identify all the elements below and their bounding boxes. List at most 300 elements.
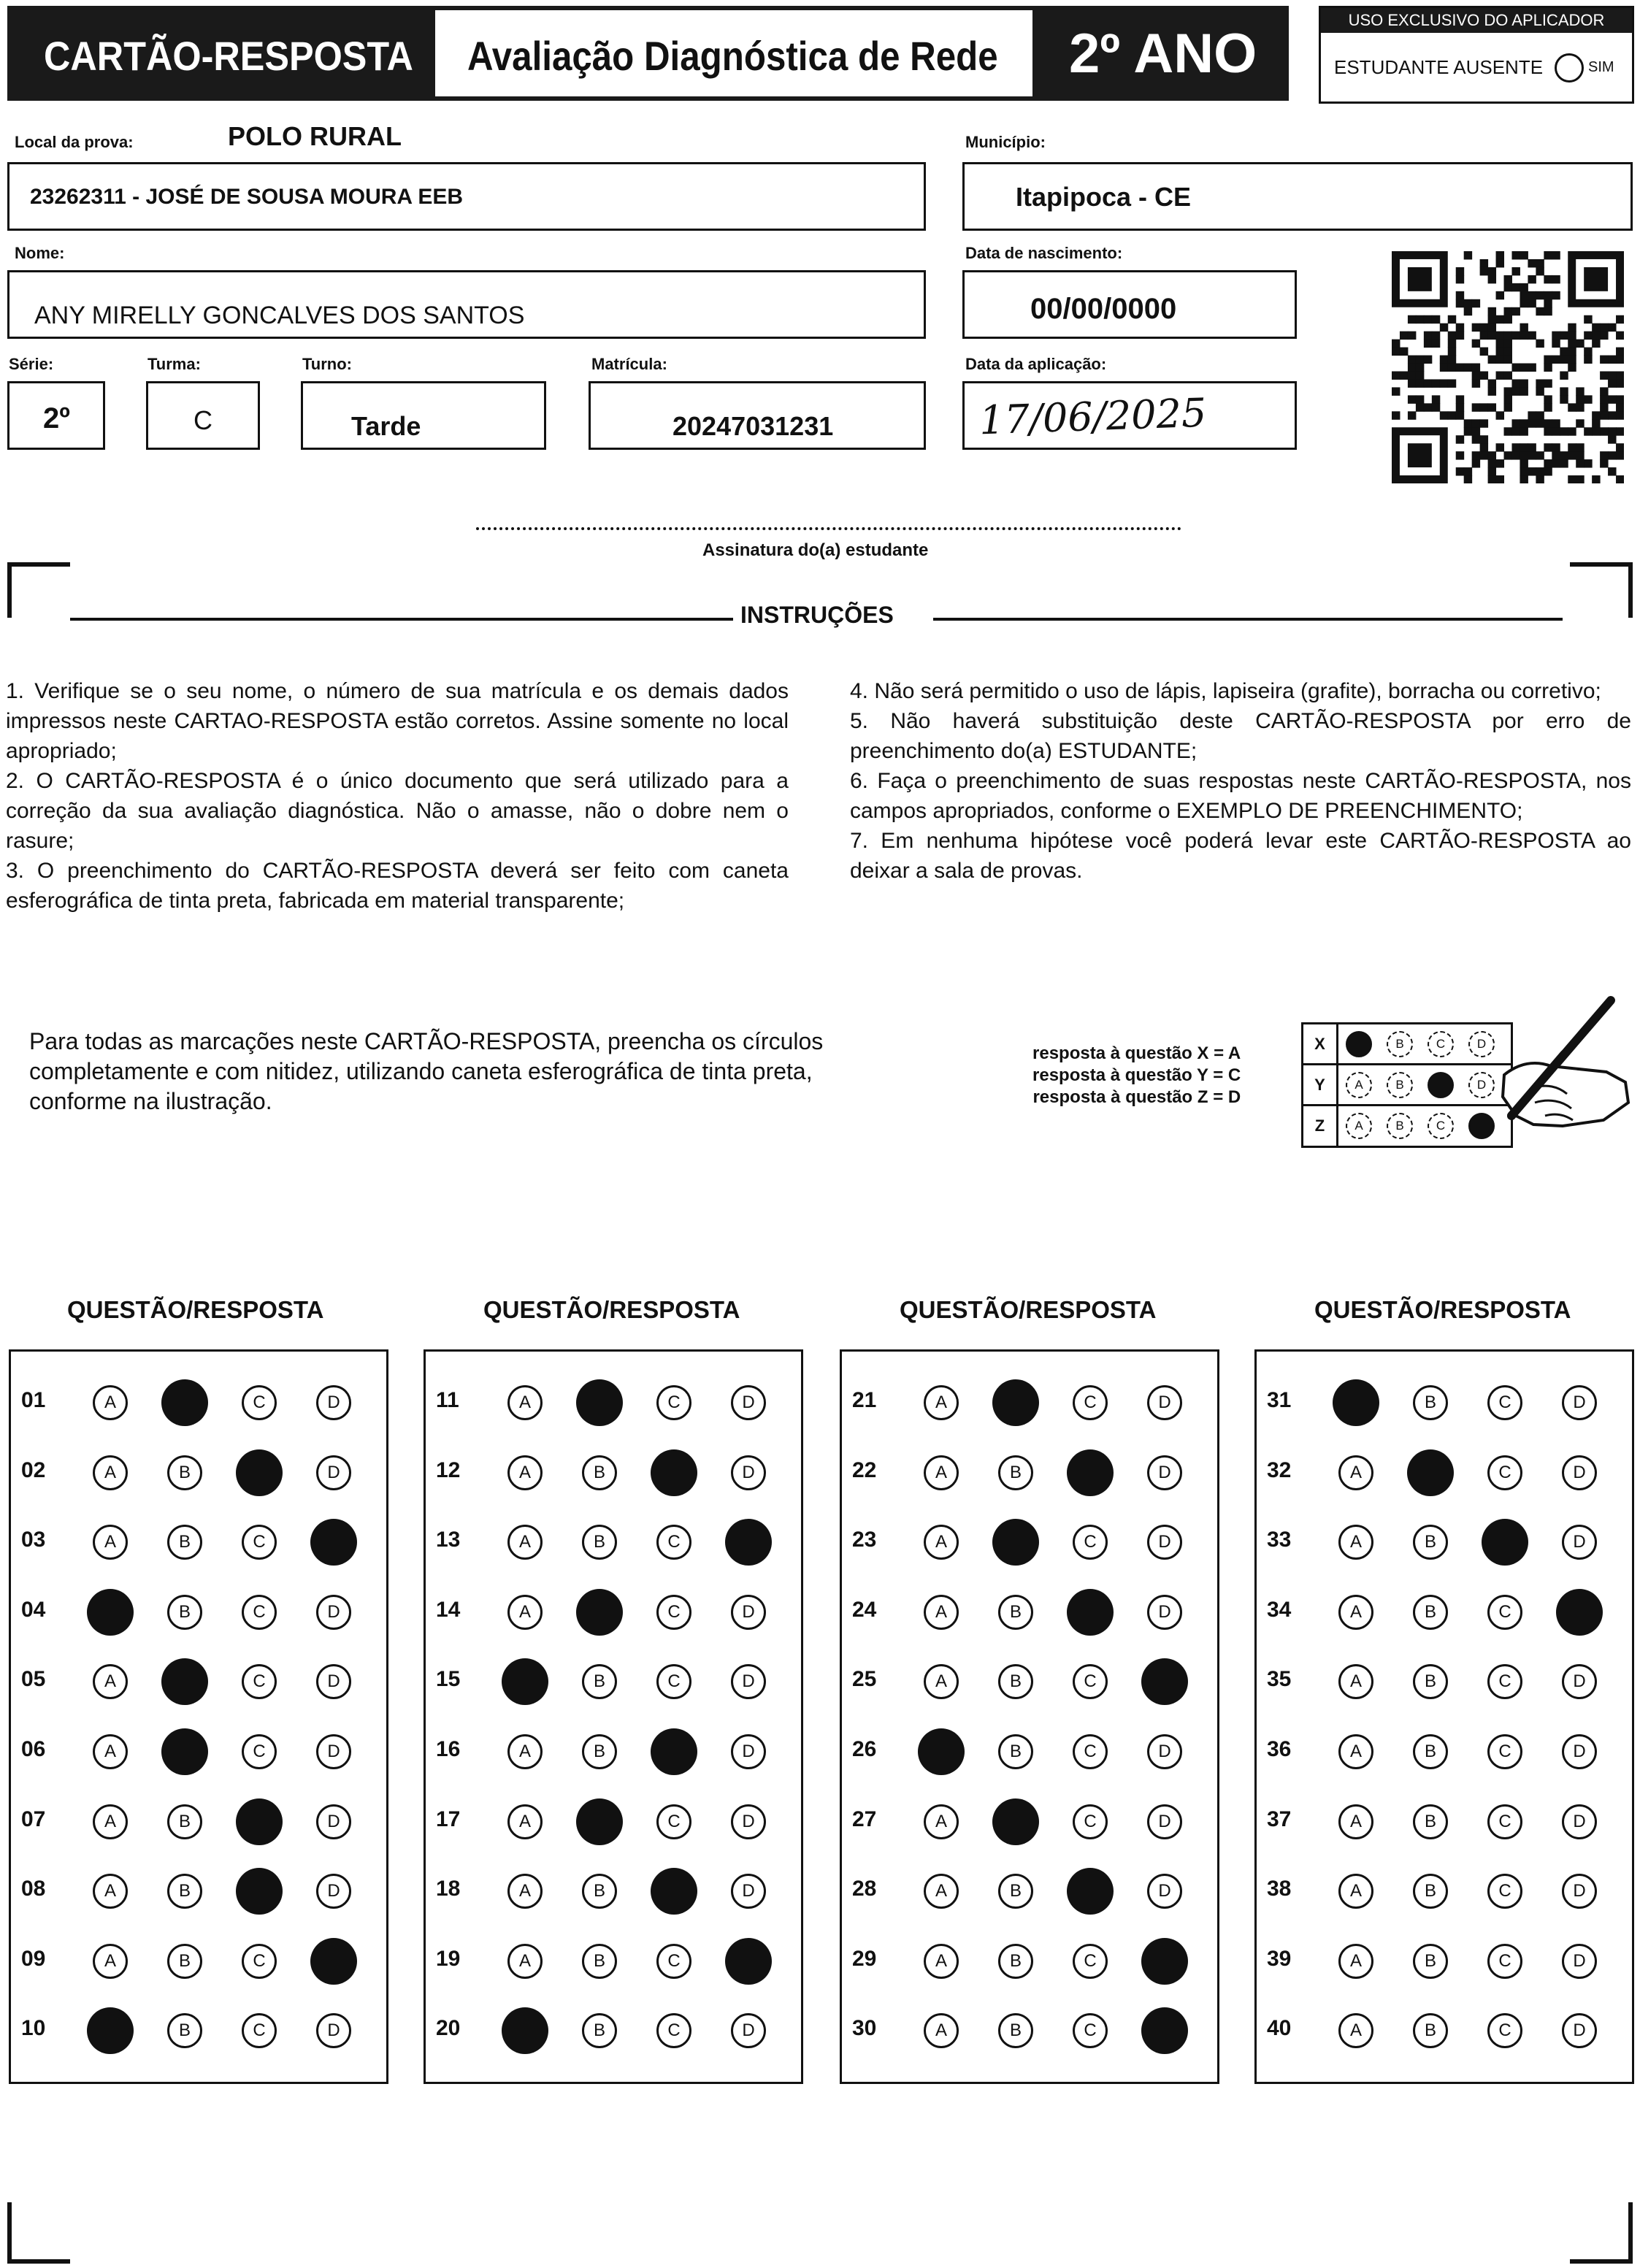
header-subtitle: Avaliação Diagnóstica de Rede [467,33,998,79]
answer-bubble-b[interactable]: B [167,1804,202,1839]
answer-bubble-a[interactable] [87,2007,134,2054]
answer-bubble-b[interactable]: B [167,1874,202,1909]
answer-bubble-b[interactable]: B [1413,1734,1448,1769]
answer-bubble-d[interactable]: D [1147,1595,1182,1630]
answer-bubble-b[interactable]: B [167,1455,202,1490]
question-row [11,1798,386,1842]
question-row [1257,2007,1632,2051]
answer-bubble-d[interactable]: D [316,1874,351,1909]
answer-bubble-a[interactable]: A [93,1664,128,1699]
answer-bubble-c[interactable] [651,1868,697,1915]
question-row [842,1449,1217,1493]
answer-bubble-c[interactable]: C [1073,1734,1108,1769]
example-bubble-d: D [1468,1031,1495,1057]
instruction-item: 7. Em nenhuma hipótese você poderá levar este CARTÃO-RESPOSTA ao deixar a sala de provas. [850,829,1631,883]
answer-bubble-a[interactable]: A [924,1595,959,1630]
matricula-value: 20247031231 [673,411,834,441]
question-number: 20 [436,2016,461,2041]
question-number: 22 [852,1457,877,1482]
answer-bubble-b[interactable] [161,1658,208,1705]
example-bubble-c: C [1428,1113,1454,1139]
answer-bubble-a[interactable]: A [924,1874,959,1909]
aplicacao-label: Data da aplicação: [965,355,1107,373]
answer-bubble-b[interactable] [1407,1449,1454,1496]
answer-bubble-d[interactable] [1556,1589,1603,1636]
answer-bubble-a[interactable]: A [1338,1664,1373,1699]
answer-bubble-d[interactable] [310,1519,357,1566]
answer-bubble-b[interactable]: B [167,1595,202,1630]
answer-bubble-b[interactable]: B [582,1664,617,1699]
answer-bubble-a[interactable]: A [924,1455,959,1490]
answer-bubble-a[interactable]: A [507,1944,543,1979]
question-number: 08 [21,1877,46,1901]
question-number: 19 [436,1946,461,1971]
example-question-label: Z [1303,1106,1338,1147]
answer-bubble-c[interactable]: C [1487,1734,1522,1769]
corner-mark [7,562,12,618]
answer-bubble-a[interactable]: A [1338,1734,1373,1769]
turno-label: Turno: [302,355,353,373]
question-number: 40 [1267,2016,1292,2041]
question-row [426,1938,801,1982]
question-row [11,1379,386,1423]
answer-bubble-d[interactable]: D [1147,1804,1182,1839]
example-bubble-b: B [1387,1113,1413,1139]
question-row [1257,1798,1632,1842]
answer-bubble-d[interactable]: D [1562,1455,1597,1490]
nascimento-label: Data de nascimento: [965,244,1123,262]
answer-bubble-d[interactable]: D [731,1804,766,1839]
question-row [11,1589,386,1633]
question-row [1257,1938,1632,1982]
question-row [426,1379,801,1423]
example-bubble-b: B [1387,1072,1413,1098]
answer-bubble-b[interactable]: B [582,1734,617,1769]
answer-bubble-a[interactable]: A [507,1804,543,1839]
answer-bubble-c[interactable]: C [242,1664,277,1699]
answer-bubble-c[interactable] [236,1449,283,1496]
question-number: 32 [1267,1457,1292,1482]
answer-bubble-b[interactable]: B [1413,1804,1448,1839]
answer-bubble-b[interactable]: B [1413,1944,1448,1979]
answer-bubble-a[interactable]: A [1338,2013,1373,2048]
column-header: QUESTÃO/RESPOSTA [900,1296,1157,1323]
answer-bubble-a[interactable]: A [507,1595,543,1630]
instruction-item: 6. Faça o preenchimento de suas respostas neste CARTÃO-RESPOSTA, nos campos apropriados, conforme o EXEMPLO DE PREENCHIMENTO; [850,769,1631,823]
answer-bubble-a[interactable]: A [93,1734,128,1769]
qr-code [1392,251,1624,483]
answer-bubble-b[interactable]: B [167,1944,202,1979]
question-number: 29 [852,1946,877,1971]
answer-column [1254,1349,1634,2084]
question-row [426,1589,801,1633]
answer-bubble-c[interactable]: C [242,1944,277,1979]
question-number: 38 [1267,1877,1292,1901]
answer-bubble-b[interactable]: B [998,1455,1033,1490]
answer-bubble-c[interactable] [1067,1589,1114,1636]
answer-bubble-d[interactable]: D [316,1455,351,1490]
answer-bubble-b[interactable]: B [167,2013,202,2048]
answer-bubble-d[interactable]: D [1562,1525,1597,1560]
example-bubble-b: B [1387,1031,1413,1057]
answer-bubble-b[interactable]: B [1413,1595,1448,1630]
question-number: 21 [852,1388,877,1412]
answer-bubble-d[interactable]: D [731,1874,766,1909]
answer-bubble-d[interactable]: D [1147,1734,1182,1769]
answer-bubble-c[interactable]: C [1073,2013,1108,2048]
answer-bubble-a[interactable]: A [1338,1455,1373,1490]
question-row [11,2007,386,2051]
question-number: 04 [21,1597,46,1622]
question-row [11,1519,386,1563]
answer-bubble-b[interactable] [576,1798,623,1845]
answer-bubble-a[interactable]: A [924,1664,959,1699]
answer-bubble-a[interactable]: A [93,1944,128,1979]
answer-bubble-c[interactable]: C [1487,1595,1522,1630]
answer-bubble-b[interactable] [992,1379,1039,1426]
corner-mark [1628,562,1633,618]
answer-bubble-a[interactable]: A [507,1874,543,1909]
answer-bubble-a[interactable]: A [924,1804,959,1839]
answer-bubble-d[interactable]: D [731,1664,766,1699]
absent-label: ESTUDANTE AUSENTE [1334,56,1544,78]
answer-bubble-c[interactable]: C [242,2013,277,2048]
answer-bubble-c[interactable]: C [242,1595,277,1630]
header-title-block [7,6,431,101]
nome-field [7,270,926,339]
signature-label: Assinatura do(a) estudante [702,540,929,560]
answer-bubble-c[interactable] [1482,1519,1528,1566]
answer-bubble-d[interactable]: D [1562,1664,1597,1699]
answer-bubble-b[interactable]: B [1413,1385,1448,1420]
answer-bubble-d[interactable] [725,1938,772,1985]
school-field [7,162,926,231]
answer-bubble-c[interactable] [236,1868,283,1915]
answer-bubble-a[interactable]: A [1338,1944,1373,1979]
answer-bubble-c[interactable]: C [656,1804,691,1839]
answer-bubble-b[interactable]: B [998,1874,1033,1909]
answer-bubble-b[interactable]: B [998,1664,1033,1699]
absent-checkbox[interactable] [1555,53,1584,83]
example-legend-x: resposta à questão X = A [1032,1043,1241,1063]
nascimento-field [962,270,1297,339]
answer-bubble-d[interactable] [310,1938,357,1985]
question-number: 02 [21,1457,46,1482]
answer-bubble-d[interactable]: D [1562,2013,1597,2048]
question-number: 14 [436,1597,461,1622]
answer-bubble-c[interactable]: C [242,1734,277,1769]
question-row [426,1449,801,1493]
question-row [11,1658,386,1702]
answer-bubble-c[interactable] [236,1798,283,1845]
answer-bubble-b[interactable]: B [582,1944,617,1979]
answer-bubble-a[interactable] [1333,1379,1379,1426]
column-header: QUESTÃO/RESPOSTA [1314,1296,1571,1323]
answer-bubble-d[interactable]: D [731,1455,766,1490]
example-legend-z: resposta à questão Z = D [1032,1087,1241,1107]
question-number: 09 [21,1946,46,1971]
header-grade-block [1037,6,1289,101]
answer-bubble-c[interactable]: C [1487,1944,1522,1979]
answer-bubble-b[interactable] [992,1798,1039,1845]
question-row [11,1728,386,1772]
answer-bubble-c[interactable]: C [656,1525,691,1560]
answer-bubble-d[interactable]: D [316,1664,351,1699]
answer-bubble-b[interactable]: B [1413,1874,1448,1909]
answer-bubble-b[interactable] [992,1519,1039,1566]
answer-bubble-a[interactable]: A [507,1525,543,1560]
answer-bubble-b[interactable] [161,1728,208,1775]
answer-bubble-b[interactable]: B [998,1944,1033,1979]
answer-bubble-a[interactable]: A [507,1385,543,1420]
question-number: 10 [21,2016,46,2041]
column-header: QUESTÃO/RESPOSTA [483,1296,740,1323]
answer-bubble-d[interactable]: D [1147,1525,1182,1560]
answer-bubble-a[interactable] [918,1728,965,1775]
answer-bubble-d[interactable]: D [316,1385,351,1420]
question-number: 31 [1267,1388,1292,1412]
question-number: 18 [436,1877,461,1901]
header-title: CARTÃO-RESPOSTA [44,33,413,79]
answer-bubble-a[interactable]: A [93,1455,128,1490]
answer-bubble-b[interactable]: B [582,2013,617,2048]
applicator-label: USO EXCLUSIVO DO APLICADOR [1321,8,1632,33]
answer-bubble-a[interactable]: A [93,1804,128,1839]
question-row [426,1728,801,1772]
question-number: 15 [436,1667,461,1692]
question-number: 39 [1267,1946,1292,1971]
municipio-field [962,162,1633,231]
corner-mark [1628,2202,1633,2264]
answer-bubble-c[interactable]: C [1487,1385,1522,1420]
answer-bubble-d[interactable]: D [316,2013,351,2048]
instruction-item: 5. Não haverá substituição deste CARTÃO-RESPOSTA por erro de preenchimento do(a) ESTUDANTE; [850,709,1631,763]
question-number: 07 [21,1807,46,1831]
instructions-rule-right [933,618,1563,621]
corner-mark [7,2259,70,2264]
turno-value: Tarde [351,411,421,441]
local-label: Local da prova: [15,133,134,151]
answer-bubble-a[interactable] [502,2007,548,2054]
instructions-right [850,676,1631,886]
answer-bubble-a[interactable]: A [1338,1874,1373,1909]
answer-bubble-d[interactable]: D [316,1595,351,1630]
local-value: POLO RURAL [228,121,402,151]
question-row [426,2007,801,2051]
answer-bubble-a[interactable]: A [924,1525,959,1560]
question-row [842,1728,1217,1772]
turno-field [301,381,546,450]
answer-bubble-c[interactable] [651,1728,697,1775]
answer-bubble-a[interactable]: A [1338,1595,1373,1630]
answer-bubble-c[interactable]: C [242,1525,277,1560]
answer-bubble-b[interactable]: B [582,1874,617,1909]
example-question-label: X [1303,1024,1338,1063]
answer-bubble-a[interactable]: A [507,1455,543,1490]
answer-bubble-d[interactable]: D [731,1595,766,1630]
question-row [842,1868,1217,1912]
answer-bubble-c[interactable]: C [1073,1944,1108,1979]
answer-bubble-b[interactable]: B [1413,1664,1448,1699]
serie-value: 2º [43,402,70,434]
answer-bubble-b[interactable]: B [582,1455,617,1490]
answer-bubble-d[interactable]: D [731,1385,766,1420]
turma-value: C [193,405,212,435]
answer-bubble-a[interactable]: A [93,1385,128,1420]
answer-bubble-b[interactable]: B [998,1734,1033,1769]
absent-option-label: SIM [1588,59,1614,75]
answer-bubble-d[interactable] [725,1519,772,1566]
answer-bubble-d[interactable]: D [1562,1944,1597,1979]
example-question-label: Y [1303,1065,1338,1104]
answer-bubble-d[interactable]: D [1147,1874,1182,1909]
question-number: 12 [436,1457,461,1482]
answer-bubble-a[interactable] [502,1658,548,1705]
answer-bubble-c[interactable]: C [656,1385,691,1420]
question-number: 30 [852,2016,877,2041]
answer-bubble-b[interactable]: B [582,1525,617,1560]
answer-bubble-c[interactable]: C [1073,1664,1108,1699]
corner-mark [1570,562,1633,567]
answer-bubble-d[interactable] [1141,1658,1188,1705]
answer-bubble-d[interactable]: D [1147,1455,1182,1490]
question-row [426,1798,801,1842]
answer-bubble-d[interactable]: D [1562,1385,1597,1420]
answer-column [840,1349,1219,2084]
question-row [426,1868,801,1912]
answer-bubble-b[interactable]: B [167,1525,202,1560]
answer-bubble-c[interactable]: C [1487,1455,1522,1490]
answer-bubble-a[interactable]: A [1338,1525,1373,1560]
example-row [1303,1024,1511,1065]
answer-bubble-d[interactable]: D [1562,1804,1597,1839]
hand-pen-icon [1482,993,1636,1139]
answer-bubble-b[interactable] [576,1589,623,1636]
answer-bubble-d[interactable]: D [1562,1874,1597,1909]
question-number: 16 [436,1737,461,1761]
turma-field [146,381,260,450]
answer-bubble-b[interactable]: B [1413,1525,1448,1560]
answer-bubble-c[interactable] [1067,1449,1114,1496]
question-number: 37 [1267,1807,1292,1831]
matricula-label: Matrícula: [591,355,667,373]
example-bubble-a [1346,1031,1372,1057]
answer-bubble-c[interactable]: C [1487,1874,1522,1909]
answer-bubble-a[interactable] [87,1589,134,1636]
answer-bubble-d[interactable]: D [1562,1734,1597,1769]
answer-bubble-a[interactable]: A [924,2013,959,2048]
answer-bubble-d[interactable] [1141,2007,1188,2054]
question-row [842,1798,1217,1842]
question-row [1257,1658,1632,1702]
answer-bubble-d[interactable]: D [316,1804,351,1839]
question-row [842,2007,1217,2051]
answer-column [9,1349,388,2084]
answer-bubble-c[interactable]: C [1073,1525,1108,1560]
answer-bubble-c[interactable] [1067,1868,1114,1915]
aplicacao-field [962,381,1297,450]
answer-bubble-c[interactable]: C [656,1595,691,1630]
answer-bubble-c[interactable]: C [1487,2013,1522,2048]
answer-bubble-b[interactable]: B [998,1595,1033,1630]
answer-bubble-c[interactable]: C [1487,1804,1522,1839]
question-number: 13 [436,1528,461,1552]
municipio-label: Município: [965,133,1046,151]
answer-bubble-b[interactable] [161,1379,208,1426]
question-row [1257,1519,1632,1563]
example-legend-y: resposta à questão Y = C [1032,1065,1241,1085]
question-row [426,1658,801,1702]
answer-bubble-c[interactable]: C [656,2013,691,2048]
answer-bubble-c[interactable]: C [242,1385,277,1420]
answer-bubble-c[interactable]: C [656,1664,691,1699]
question-number: 11 [436,1388,459,1412]
answer-bubble-a[interactable]: A [93,1874,128,1909]
example-grid [1301,1022,1513,1148]
question-number: 26 [852,1737,877,1761]
question-row [842,1379,1217,1423]
example-bubble-c [1428,1072,1454,1098]
answer-bubble-b[interactable]: B [1413,2013,1448,2048]
instructions-title: INSTRUÇÕES [740,602,894,628]
question-number: 03 [21,1528,46,1552]
example-row [1303,1106,1511,1147]
question-number: 23 [852,1528,877,1552]
answer-bubble-d[interactable]: D [731,2013,766,2048]
example-row [1303,1065,1511,1106]
question-number: 27 [852,1807,877,1831]
answer-bubble-a[interactable]: A [1338,1804,1373,1839]
answer-bubble-c[interactable]: C [1073,1385,1108,1420]
instruction-item: 2. O CARTÃO-RESPOSTA é o único documento que será utilizado para a correção da sua avaliação diagnóstica. Não o amasse, não o dobre nem o rasure; [6,769,789,853]
question-number: 34 [1267,1597,1292,1622]
nome-value: ANY MIRELLY GONCALVES DOS SANTOS [34,302,525,329]
question-row [1257,1449,1632,1493]
answer-bubble-a[interactable]: A [924,1385,959,1420]
answer-bubble-d[interactable] [1141,1938,1188,1985]
answer-bubble-a[interactable]: A [93,1525,128,1560]
answer-bubble-d[interactable]: D [731,1734,766,1769]
serie-field [7,381,105,450]
column-header: QUESTÃO/RESPOSTA [67,1296,324,1323]
instruction-item: 3. O preenchimento do CARTÃO-RESPOSTA deverá ser feito com caneta esferográfica de tinta preta, fabricada em material transparente; [6,859,789,913]
answer-bubble-d[interactable]: D [316,1734,351,1769]
question-row [1257,1379,1632,1423]
answer-bubble-b[interactable]: B [998,2013,1033,2048]
question-row [11,1938,386,1982]
matricula-field [589,381,926,450]
header-grade: 2º ANO [1069,23,1257,85]
answer-bubble-a[interactable]: A [924,1944,959,1979]
question-row [842,1658,1217,1702]
question-row [842,1589,1217,1633]
answer-bubble-c[interactable]: C [656,1944,691,1979]
answer-bubble-c[interactable]: C [1487,1664,1522,1699]
question-number: 17 [436,1807,461,1831]
answer-bubble-a[interactable]: A [507,1734,543,1769]
answer-bubble-b[interactable] [576,1379,623,1426]
question-number: 35 [1267,1667,1292,1692]
question-number: 05 [21,1667,46,1692]
signature-line [476,527,1181,530]
answer-bubble-c[interactable] [651,1449,697,1496]
answer-bubble-c[interactable]: C [1073,1804,1108,1839]
question-number: 36 [1267,1737,1292,1761]
answer-bubble-d[interactable]: D [1147,1385,1182,1420]
instruction-item: 1. Verifique se o seu nome, o número de sua matrícula e os demais dados impressos neste CARTAO-RESPOSTA estão corretos. Assine somente no local apropriado; [6,679,789,763]
example-bubble-d: D [1468,1072,1495,1098]
question-number: 01 [21,1388,46,1412]
